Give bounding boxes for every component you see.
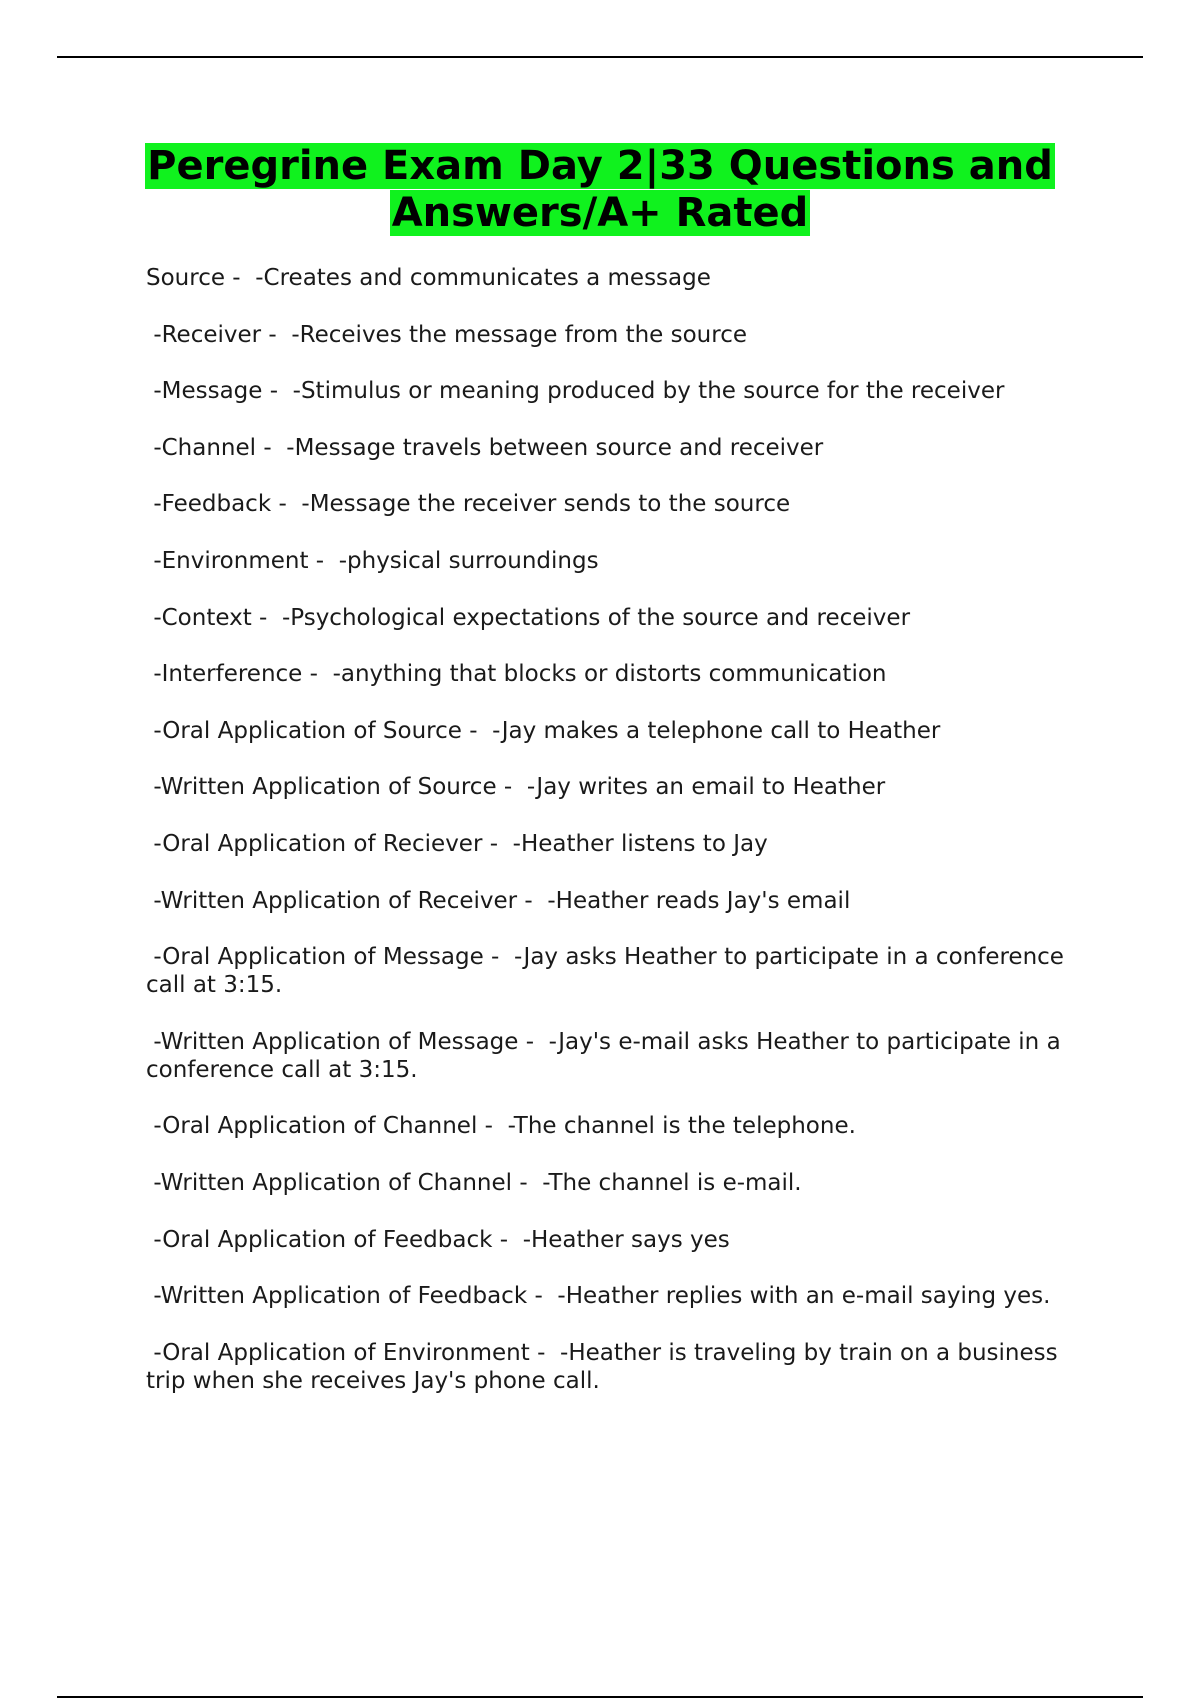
title-line-1: Peregrine Exam Day 2|33 Questions and bbox=[147, 143, 1053, 189]
entry-definition: -physical surroundings bbox=[338, 547, 599, 574]
entry-term: -Oral Application of Channel - bbox=[146, 1113, 493, 1140]
entry-term: -Oral Application of Feedback - bbox=[146, 1226, 509, 1253]
entry-term: -Written Application of Message - bbox=[146, 1028, 535, 1055]
qa-entry bbox=[146, 1169, 1096, 1197]
entry-term: -Interference - bbox=[146, 661, 318, 688]
bottom-rule bbox=[57, 1696, 1143, 1698]
qa-entry bbox=[146, 943, 1096, 999]
entry-definition: -anything that blocks or distorts communication bbox=[332, 661, 887, 688]
entry-term: -Oral Application of Source - bbox=[146, 717, 478, 744]
qa-entry bbox=[146, 1112, 1096, 1140]
qa-entry bbox=[146, 887, 1096, 915]
entry-definition: -Jay asks Heather to participate in a conference call at 3:15. bbox=[146, 944, 1072, 999]
qa-entry bbox=[146, 1339, 1096, 1395]
qa-entry bbox=[146, 773, 1096, 801]
qa-entry bbox=[146, 264, 1096, 292]
entry-term: -Feedback - bbox=[146, 491, 287, 518]
entry-definition: -Message the receiver sends to the source bbox=[301, 491, 791, 518]
qa-entry bbox=[146, 660, 1096, 688]
entry-term: -Written Application of Feedback - bbox=[146, 1283, 543, 1310]
entry-term: -Channel - bbox=[146, 434, 272, 461]
qa-entry bbox=[146, 1226, 1096, 1254]
entry-term: -Message - bbox=[146, 378, 279, 405]
qa-entry bbox=[146, 321, 1096, 349]
qa-entry bbox=[146, 1028, 1096, 1084]
entry-definition: -Stimulus or meaning produced by the source for the receiver bbox=[292, 378, 1005, 405]
entry-definition: -Creates and communicates a message bbox=[255, 265, 711, 291]
document-title bbox=[100, 143, 1100, 237]
entry-definition: -The channel is the telephone. bbox=[507, 1113, 856, 1140]
entry-term: -Oral Application of Environment - bbox=[146, 1339, 546, 1366]
entry-term: -Written Application of Receiver - bbox=[146, 887, 533, 914]
entry-term: -Oral Application of Reciever - bbox=[146, 830, 499, 857]
entry-definition: -Jay's e-mail asks Heather to participate in a conference call at 3:15. bbox=[146, 1028, 1068, 1083]
entry-term: -Context - bbox=[146, 604, 268, 631]
entry-term: -Written Application of Channel - bbox=[146, 1169, 528, 1196]
entry-term: Source - bbox=[146, 265, 241, 291]
entry-definition: -Psychological expectations of the source and receiver bbox=[281, 604, 911, 631]
qa-list bbox=[146, 264, 1096, 1423]
entry-term: -Receiver - bbox=[146, 321, 277, 348]
entry-definition: -Heather is traveling by train on a business trip when she receives Jay's phone call. bbox=[146, 1339, 1065, 1394]
entry-definition: -Heather reads Jay's email bbox=[547, 887, 851, 914]
top-rule bbox=[57, 56, 1143, 58]
entry-definition: -Heather listens to Jay bbox=[512, 830, 768, 857]
entry-definition: -The channel is e-mail. bbox=[542, 1169, 802, 1196]
qa-entry bbox=[146, 547, 1096, 575]
qa-entry bbox=[146, 604, 1096, 632]
entry-definition: -Receives the message from the source bbox=[291, 321, 748, 348]
qa-entry bbox=[146, 490, 1096, 518]
entry-definition: -Jay makes a telephone call to Heather bbox=[492, 717, 941, 744]
qa-entry bbox=[146, 434, 1096, 462]
entry-definition: -Heather replies with an e-mail saying yes. bbox=[557, 1283, 1051, 1310]
qa-entry bbox=[146, 717, 1096, 745]
qa-entry bbox=[146, 377, 1096, 405]
entry-term: -Environment - bbox=[146, 547, 325, 574]
entry-definition: -Jay writes an email to Heather bbox=[526, 774, 886, 801]
qa-entry bbox=[146, 830, 1096, 858]
title-line-2: Answers/A+ Rated bbox=[391, 190, 809, 236]
entry-definition: -Heather says yes bbox=[522, 1226, 730, 1253]
entry-term: -Written Application of Source - bbox=[146, 774, 513, 801]
qa-entry bbox=[146, 1282, 1096, 1310]
entry-definition: -Message travels between source and receiver bbox=[286, 434, 824, 461]
entry-term: -Oral Application of Message - bbox=[146, 944, 500, 971]
